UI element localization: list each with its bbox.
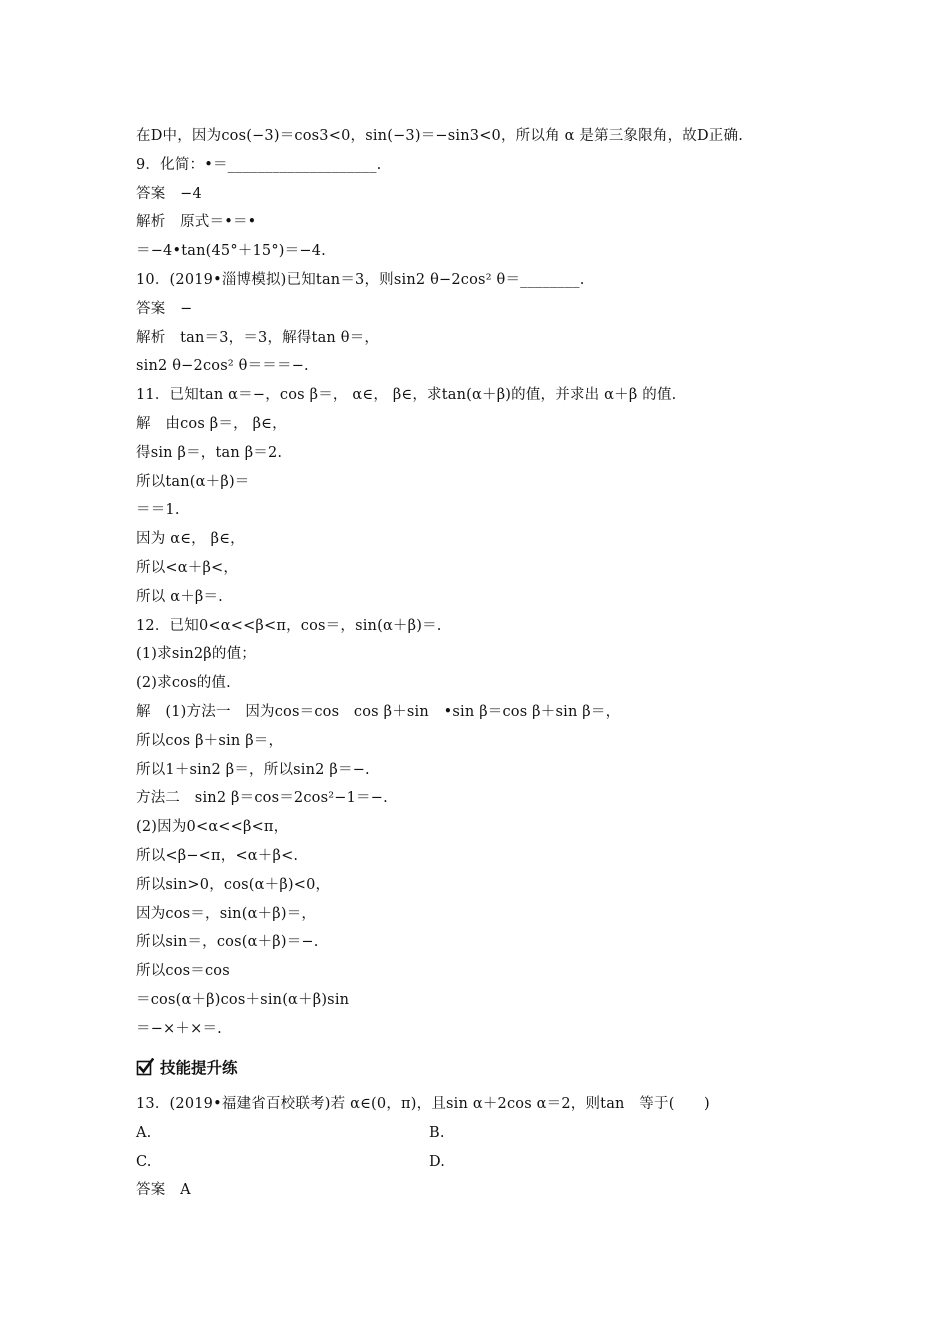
text-line: 解析 原式＝•＝• [136,214,257,231]
text-line: 答案 − [136,300,193,317]
text-line: 所以tan(α＋β)＝ [136,473,250,490]
text-line: 所以sin>0，cos(α＋β)<0， [136,876,331,893]
text-line: 因为cos＝，sin(α＋β)＝， [136,905,317,922]
section-title: 技能提升练 [160,1059,238,1077]
text-line: (1)求sin2β的值； [136,646,256,663]
text-line: 9．化简：•＝____________________. [136,156,382,173]
option-c: C. [136,1153,152,1170]
section-heading [136,1053,238,1081]
text-line: 所以cos β＋sin β＝， [136,732,284,749]
text-line: 解 (1)方法一 因为cos＝cos cos β＋sin •sin β＝cos β＋sin β＝， [136,703,621,720]
checkbox-check-icon [136,1058,154,1076]
text-line: 10．(2019•淄博模拟)已知tan＝3，则sin2 θ−2cos² θ＝________. [136,271,585,288]
text-line: ＝−×＋×＝. [136,1020,222,1037]
option-a: A. [136,1124,152,1141]
text-line: (2)因为0<α<<β<π， [136,819,289,836]
text-line: (2)求cos的值. [136,675,231,692]
options-row [136,1119,836,1148]
options-row [136,1148,836,1177]
text-line: 所以<β−<π，<α＋β<. [136,847,299,864]
text-line: 解 由cos β＝， β∈， [136,415,287,432]
text-line: ＝cos(α＋β)cos＋sin(α＋β)sin [136,991,350,1008]
question-13 [136,1090,836,1205]
option-d: D. [429,1153,446,1170]
text-line: sin2 θ−2cos² θ＝＝＝−. [136,358,309,375]
text-line: 得sin β＝，tan β＝2. [136,444,283,461]
text-line: 答案 −4 [136,185,202,202]
text-line: 解析 tan＝3，＝3，解得tan θ＝， [136,329,380,346]
solution-text [136,122,836,1044]
text-line: 所以1＋sin2 β＝，所以sin2 β＝−. [136,761,370,778]
text-line: 所以sin＝，cos(α＋β)＝−. [136,934,319,951]
text-line: 因为 α∈， β∈， [136,531,245,548]
text-line: 所以 α＋β＝. [136,588,223,605]
text-line: ＝＝1. [136,502,180,519]
text-line: 在D中，因为cos(−3)＝cos3<0，sin(−3)＝−sin3<0，所以角 α 是第三象限角，故D正确. [136,128,744,144]
text-line: ＝−4•tan(45°＋15°)＝−4. [136,243,326,260]
text-line: 11．已知tan α＝−，cos β＝， α∈， β∈，求tan(α＋β)的值，并求出 α＋β 的值. [136,387,677,404]
text-line: 方法二 sin2 β＝cos＝2cos²−1＝−. [136,790,388,807]
text-line: 12．已知0<α<<β<π，cos＝，sin(α＋β)＝. [136,617,442,634]
question-stem: 13．(2019•福建省百校联考)若 α∈(0，π)，且sin α＋2cos α＝2，则tan 等于( ) [136,1096,710,1112]
option-b: B. [429,1124,445,1141]
answer-line: 答案 A [136,1182,191,1199]
text-line: 所以<α＋β<， [136,559,239,576]
text-line: 所以cos＝cos [136,963,230,980]
